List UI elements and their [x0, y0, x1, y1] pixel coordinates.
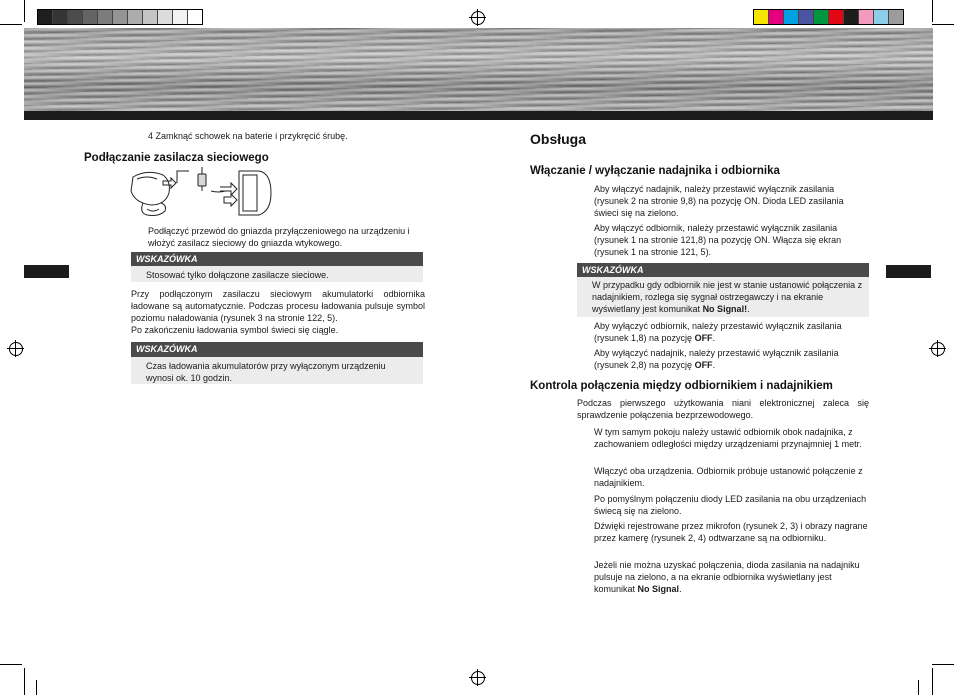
color-swatch: [128, 10, 143, 24]
color-calibration-bar: [753, 9, 904, 25]
color-swatch: [859, 10, 874, 24]
power-adapter-illustration: [125, 167, 275, 219]
registration-mark-icon: [931, 342, 945, 356]
placement-paragraph: W tym samym pokoju należy ustawić odbiornik obok nadajnika, z zachowaniem odległości między urządzeniami przynajmniej 1 metr.: [594, 427, 862, 449]
receiver-off-text: Aby wyłączyć odbiornik, należy przestawić wyłącznik zasilania (rysunek 1,8) na pozycję: [594, 321, 842, 343]
crop-mark: [24, 668, 25, 695]
note-2-body: [131, 357, 423, 384]
page-title: Obsługa: [530, 131, 587, 147]
first-use-paragraph: Podczas pierwszego użytkowania niani elektronicznej zaleca się sprawdzenie połączenia bezprzewodowego.: [577, 398, 869, 420]
note-3-body: [577, 277, 869, 317]
off-label: OFF: [694, 360, 713, 370]
no-signal-message: No Signal!: [702, 304, 748, 314]
charging-complete-paragraph: Po zakończeniu ładowania symbol świeci się ciągle.: [131, 325, 339, 335]
receiver-off-paragraph: [594, 320, 870, 344]
color-swatch: [53, 10, 68, 24]
color-swatch: [769, 10, 784, 24]
note-3-text: W przypadku gdy odbiornik nie jest w stanie ustanowić połączenia z nadajnikiem, rozlega się sygnał ostrzegawczy i na ekranie wyświetlany jest komunikat: [592, 280, 863, 314]
note-2-text: Czas ładowania akumulatorów przy wyłączonym urządzeniu wynosi ok. 10 godzin.: [146, 361, 386, 383]
color-swatch: [173, 10, 188, 24]
no-signal-message: No Signal: [637, 584, 680, 594]
step-4-text: 4 Zamknąć schowek na baterie i przykręcić śrubę.: [148, 131, 348, 141]
camera-icon: [131, 172, 169, 215]
section-title-on-off: Włączanie / wyłączanie nadajnika i odbiornika: [530, 165, 780, 177]
color-swatch: [784, 10, 799, 24]
color-swatch: [143, 10, 158, 24]
note-3-header: WSKAZÓWKA: [577, 263, 869, 277]
header-band: [24, 111, 933, 120]
color-swatch: [814, 10, 829, 24]
no-connection-paragraph: [594, 559, 870, 595]
transmitter-off-text: Aby wyłączyć nadajnik, należy przestawić wyłącznik zasilania (rysunek 2,8) na pozycję: [594, 348, 839, 370]
grayscale-calibration-bar: [37, 9, 203, 25]
note-1-text: Stosować tylko dołączone zasilacze sieciowe.: [146, 270, 329, 280]
registration-mark-icon: [9, 342, 23, 356]
receiver-on-paragraph: Aby włączyć odbiornik, należy przestawić wyłącznik zasilania (rysunek 1 na stronie 121,8) na pozycję ON. Włącza się ekran (rysunek 1 na stronie 121, 5).: [594, 223, 842, 257]
crop-mark: [932, 0, 933, 22]
audio-video-paragraph: Dźwięki rejestrowane przez mikrofon (rysunek 2, 3) i obrazy nagrane przez kamerę (rysunek 2, 4) odtwarzane są na odbiorniku.: [594, 521, 868, 543]
crop-mark: [932, 664, 954, 665]
color-swatch: [38, 10, 53, 24]
no-connection-text: Jeżeli nie można uzyskać połączenia, dioda zasilania na nadajniku pulsuje na zielono, a na ekranie odbiornika wyświetlany jest komunikat: [594, 560, 860, 594]
power-both-paragraph: Włączyć oba urządzenia. Odbiornik próbuje ustanowić połączenie z nadajnikiem.: [594, 466, 863, 488]
color-swatch: [829, 10, 844, 24]
transmitter-off-end: .: [712, 360, 716, 370]
transmitter-off-paragraph: [594, 347, 870, 371]
color-swatch: [844, 10, 859, 24]
color-swatch: [158, 10, 173, 24]
color-swatch: [799, 10, 814, 24]
note-3-end: .: [747, 304, 750, 314]
crop-mark: [932, 24, 954, 25]
color-swatch: [188, 10, 202, 24]
color-swatch: [113, 10, 128, 24]
crop-mark: [24, 0, 25, 22]
crop-mark: [0, 24, 22, 25]
section-title-connection-check: Kontrola połączenia między odbiornikiem i nadajnikiem: [530, 380, 833, 392]
receiver-icon: [211, 171, 271, 215]
section-title-power-adapter: Podłączanie zasilacza sieciowego: [84, 152, 269, 164]
note-1-body: [131, 266, 423, 282]
color-swatch: [754, 10, 769, 24]
color-swatch: [83, 10, 98, 24]
crop-mark: [932, 668, 933, 695]
receiver-off-end: .: [712, 333, 716, 343]
left-page-tab: [24, 265, 69, 278]
crop-mark: [918, 680, 919, 695]
charging-paragraph: Przy podłączonym zasilaczu sieciowym akumulatorki odbiornika ładowane są automatycznie. Podczas procesu ładowania pulsuje symbol poziomu naładowania (rysunek 3 na stronie 122, 5).: [131, 289, 425, 323]
off-label: OFF: [694, 333, 713, 343]
header-banner: [24, 28, 933, 111]
right-page-tab: [886, 265, 931, 278]
plug-icon: [198, 167, 206, 191]
registration-mark-icon: [471, 11, 485, 25]
crop-mark: [0, 664, 22, 665]
connect-instruction: Podłączyć przewód do gniazda przyłączeniowego na urządzeniu i włożyć zasilacz sieciowy do gniazda wtykowego.: [148, 226, 410, 248]
led-green-paragraph: Po pomyślnym połączeniu diody LED zasilania na obu urządzeniach świecą się na zielono.: [594, 494, 867, 516]
note-1-header: WSKAZÓWKA: [131, 252, 423, 266]
color-swatch: [98, 10, 113, 24]
note-2-header: WSKAZÓWKA: [131, 342, 423, 357]
no-connection-end: .: [679, 584, 682, 594]
transmitter-on-paragraph: Aby włączyć nadajnik, należy przestawić wyłącznik zasilania (rysunek 2 na stronie 9,8) na pozycję ON. Dioda LED zasilania świeci się na zielono.: [594, 184, 844, 218]
color-swatch: [889, 10, 903, 24]
color-swatch: [874, 10, 889, 24]
registration-mark-icon: [471, 671, 485, 685]
crop-mark: [36, 680, 37, 695]
color-swatch: [68, 10, 83, 24]
